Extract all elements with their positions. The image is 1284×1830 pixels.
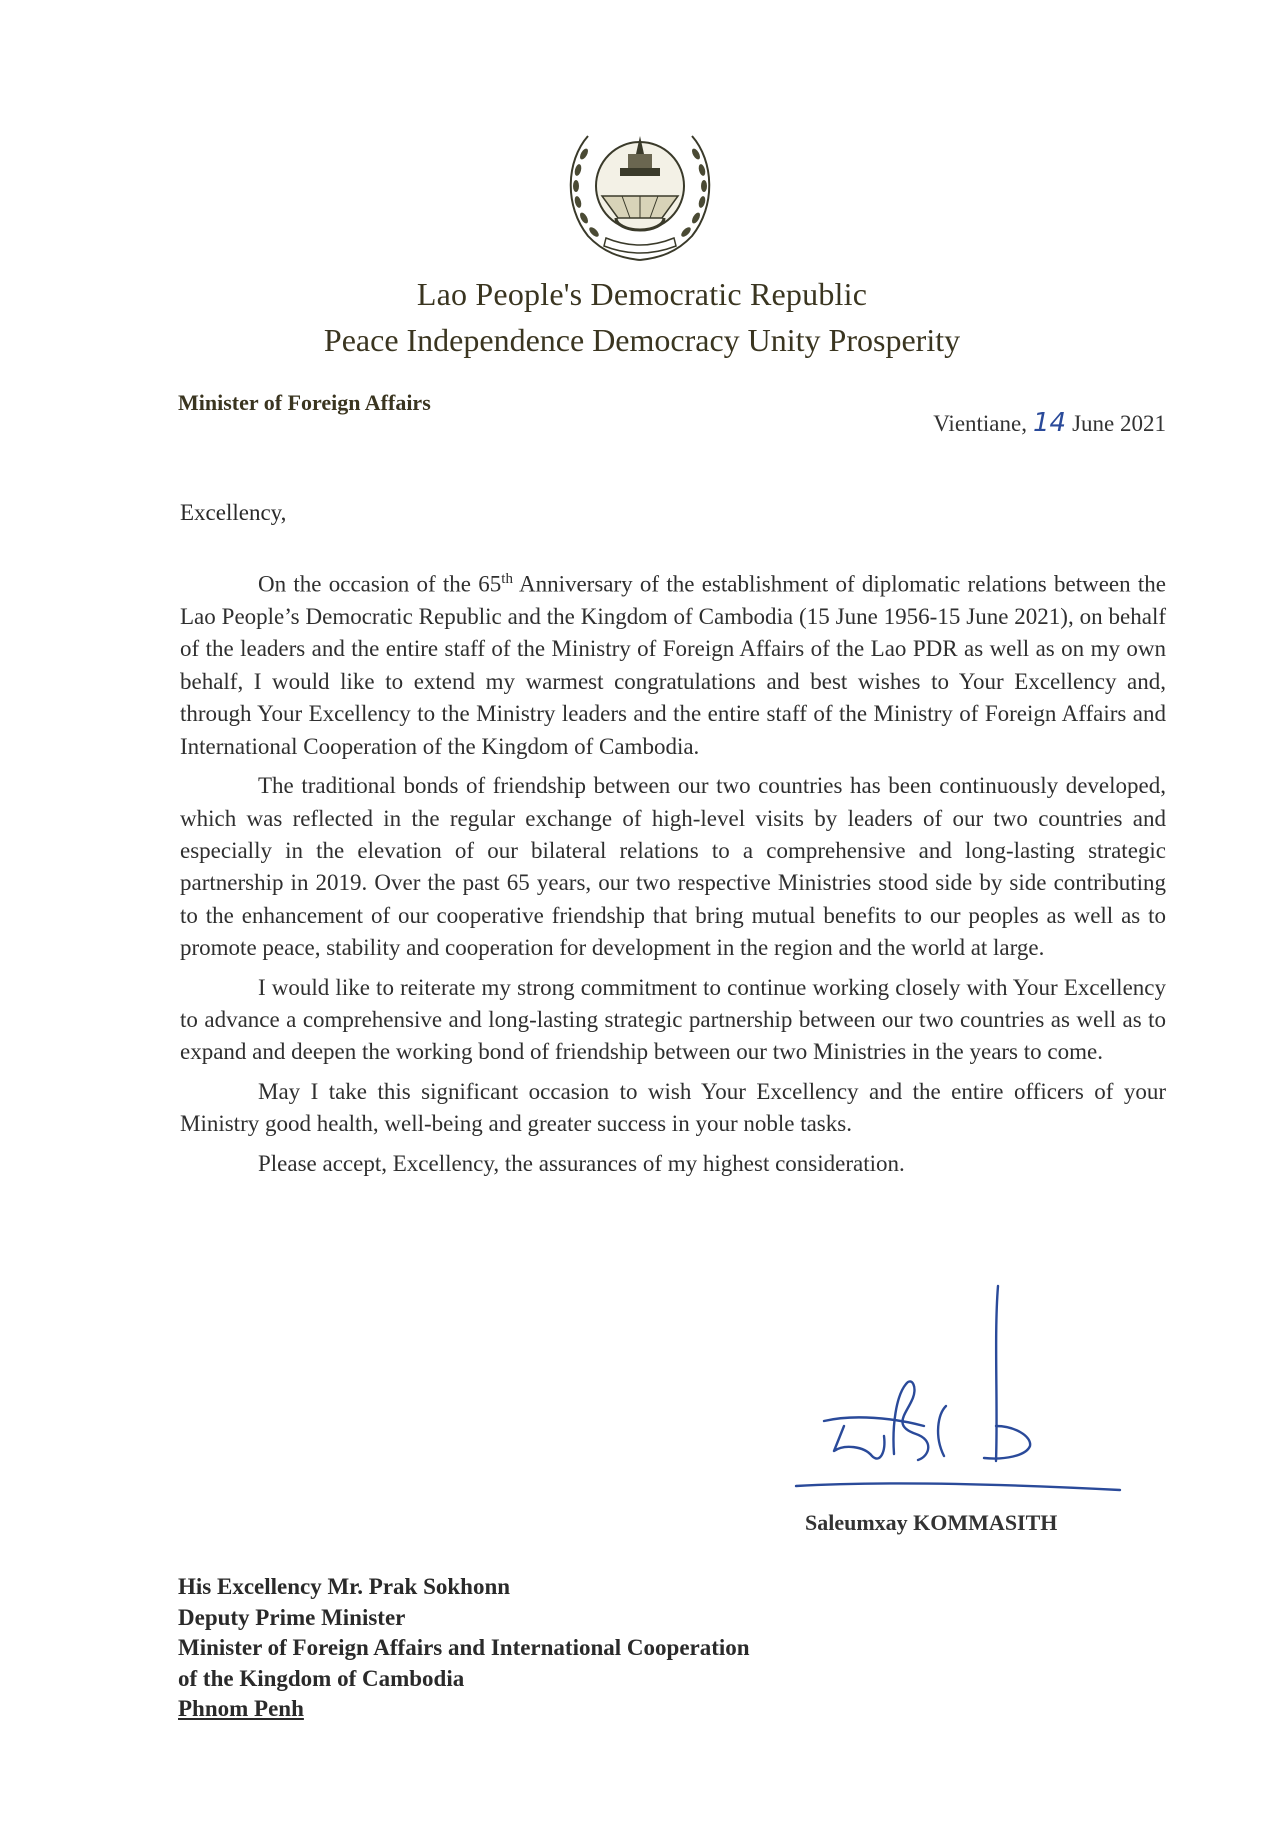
paragraph-1-start: On the occasion of the 65 [258, 571, 502, 597]
ordinal-suffix: th [501, 571, 513, 587]
letter-body [180, 563, 1166, 1187]
dateline [933, 408, 1166, 438]
addressee-line-3: Minister of Foreign Affairs and International Cooperation [178, 1635, 750, 1660]
salutation: Excellency, [180, 500, 287, 525]
paragraph-4: May I take this significant occasion to wish Your Excellency and the entire officers of your Ministry good health, well-being and greater success in your noble tasks. [180, 1078, 1166, 1137]
addressee-line-2: Deputy Prime Minister [178, 1604, 406, 1630]
dateline-day: 14 [1032, 408, 1067, 438]
paragraph-2: The traditional bonds of friendship between our two countries has been continuously developed, which was reflected in the regular exchange of high-level visits by leaders of our two countries and especially in the elevation of our bilateral relations to a comprehensive and long-lasting strategic partnership in 2019. Over the past 65 years, our two respective Ministries stood side by side contributing to the enhancement of our cooperative friendship that bring mutual benefits to our peoples as well as to promote peace, stability and cooperation for development in the region and the world at large. [180, 773, 1166, 961]
addressee-line-4: of the Kingdom of Cambodia [178, 1665, 465, 1691]
addressee-city: Phnom Penh [178, 1696, 304, 1721]
addressee-block [178, 1572, 750, 1725]
ministry-title: Minister of Foreign Affairs [178, 390, 431, 415]
paragraph-1 [180, 563, 1166, 763]
dateline-place: Vientiane, [933, 411, 1027, 436]
national-motto: Peace Independence Democracy Unity Prosperity [323, 322, 961, 358]
paragraph-1-rest: Anniversary of the establishment of diplomatic relations between the Lao People’s Democratic Republic and the Kingdom of Cambodia (15 June 1956-15 June 2021), on behalf of the leaders and the entire staff of the Ministry of Foreign Affairs of the Lao PDR as well as on my own behalf, I would like to extend my warmest congratulations and best wishes to Your Excellency and, through Your Excellency to the Ministry leaders and the entire staff of the Ministry of Foreign Affairs and International Cooperation of the Kingdom of Cambodia. [180, 571, 1167, 759]
addressee-line-1: His Excellency Mr. Prak Sokhonn [178, 1574, 511, 1599]
paragraph-5: Please accept, Excellency, the assurances of my highest consideration. [258, 1150, 905, 1176]
paragraph-3: I would like to reiterate my strong commitment to continue working closely with Your Excellency to advance a comprehensive and long-lasting strategic partnership between our two countries as well as to expand and deepen the working bond of friendship between our two Ministries in the years to come. [180, 974, 1166, 1065]
handwritten-signature [784, 1276, 1124, 1516]
country-name: Lao People's Democratic Republic [416, 276, 868, 312]
dateline-month-year: June 2021 [1072, 411, 1166, 436]
signatory-name: Saleumxay KOMMASITH [805, 1510, 1058, 1535]
national-emblem-icon [558, 106, 722, 270]
